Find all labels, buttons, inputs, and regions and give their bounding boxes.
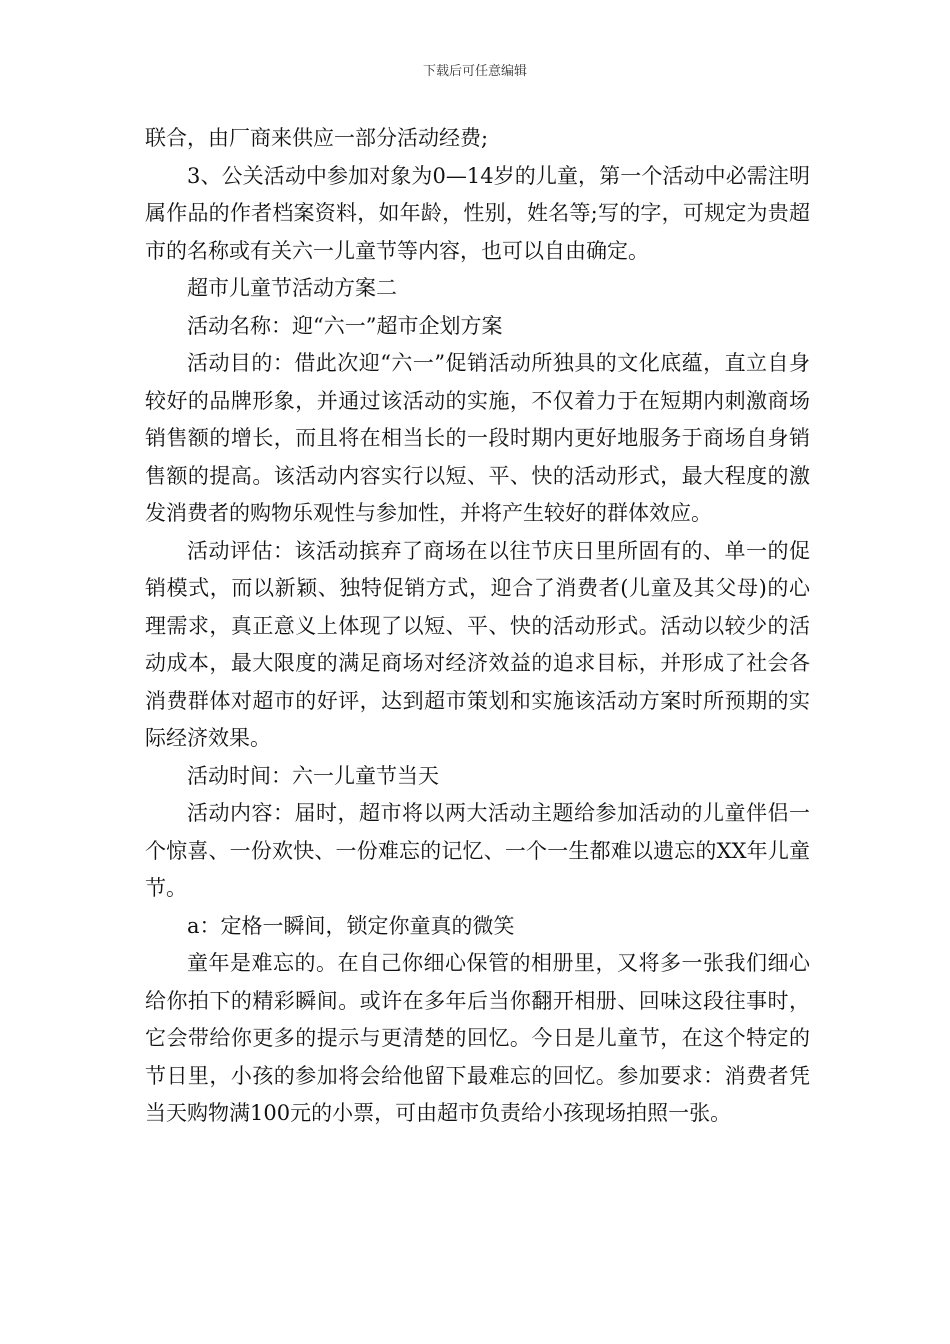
paragraph-subheading-a: a：定格一瞬间，锁定你童真的微笑 [187,913,515,938]
paragraph-activity-time: 活动时间：六一儿童节当天 [187,763,439,788]
section-heading: 超市儿童节活动方案二 [187,276,397,300]
paragraph-childhood: 童年是难忘的。在自己你细心保管的相册里，又将多一张我们细心给你拍下的精彩瞬间。或许在多年后当你翻开相册、回味这段往事时，它会带给你更多的提示与更清楚的回忆。今日是儿童节，在这个特定的节日里，小孩的参加将会给他留下最难忘的回忆。参加要求：消费者凭当天购物满100元的小票，可由超市负责给小孩现场拍照一张。 [145,951,810,1125]
paragraph-activity-evaluation: 活动评估：该活动摈弃了商场在以往节庆日里所固有的、单一的促销模式，而以新颖、独特促销方式，迎合了消费者(儿童及其父母)的心理需求，真正意义上体现了以短、平、快的活动形式。活动以较少的活动成本，最大限度的满足商场对经济效益的追求目标，并形成了社会各消费群体对超市的好评，达到超市策划和实施该活动方案时所预期的实际经济效果。 [145,538,810,750]
document-body [145,120,810,1133]
paragraph-activity-purpose: 活动目的：借此次迎“六一”促销活动所独具的文化底蕴，直立自身较好的品牌形象，并通过该活动的实施，不仅着力于在短期内刺激商场销售额的增长，而且将在相当长的一段时期内更好地服务于商场自身销售额的提高。该活动内容实行以短、平、快的活动形式，最大程度的激发消费者的购物乐观性与参加性，并将产生较好的群体效应。 [145,351,810,525]
paragraph-continuation: 联合，由厂商来供应一部分活动经费; [145,126,489,150]
paragraph-activity-name: 活动名称：迎“六一”超市企划方案 [187,313,503,338]
paragraph-activity-content: 活动内容：届时，超市将以两大活动主题给参加活动的儿童伴侣一个惊喜、一份欢快、一份难忘的记忆、一个一生都难以遗忘的XX年儿童节。 [145,801,810,900]
paragraph-participants: 3、公关活动中参加对象为0—14岁的儿童，第一个活动中必需注明属作品的作者档案资料，如年龄，性别，姓名等;写的字，可规定为贵超市的名称或有关六一儿童节等内容，也可以自由确定。 [145,163,810,263]
page-header: 下载后可任意编辑 [422,64,527,79]
